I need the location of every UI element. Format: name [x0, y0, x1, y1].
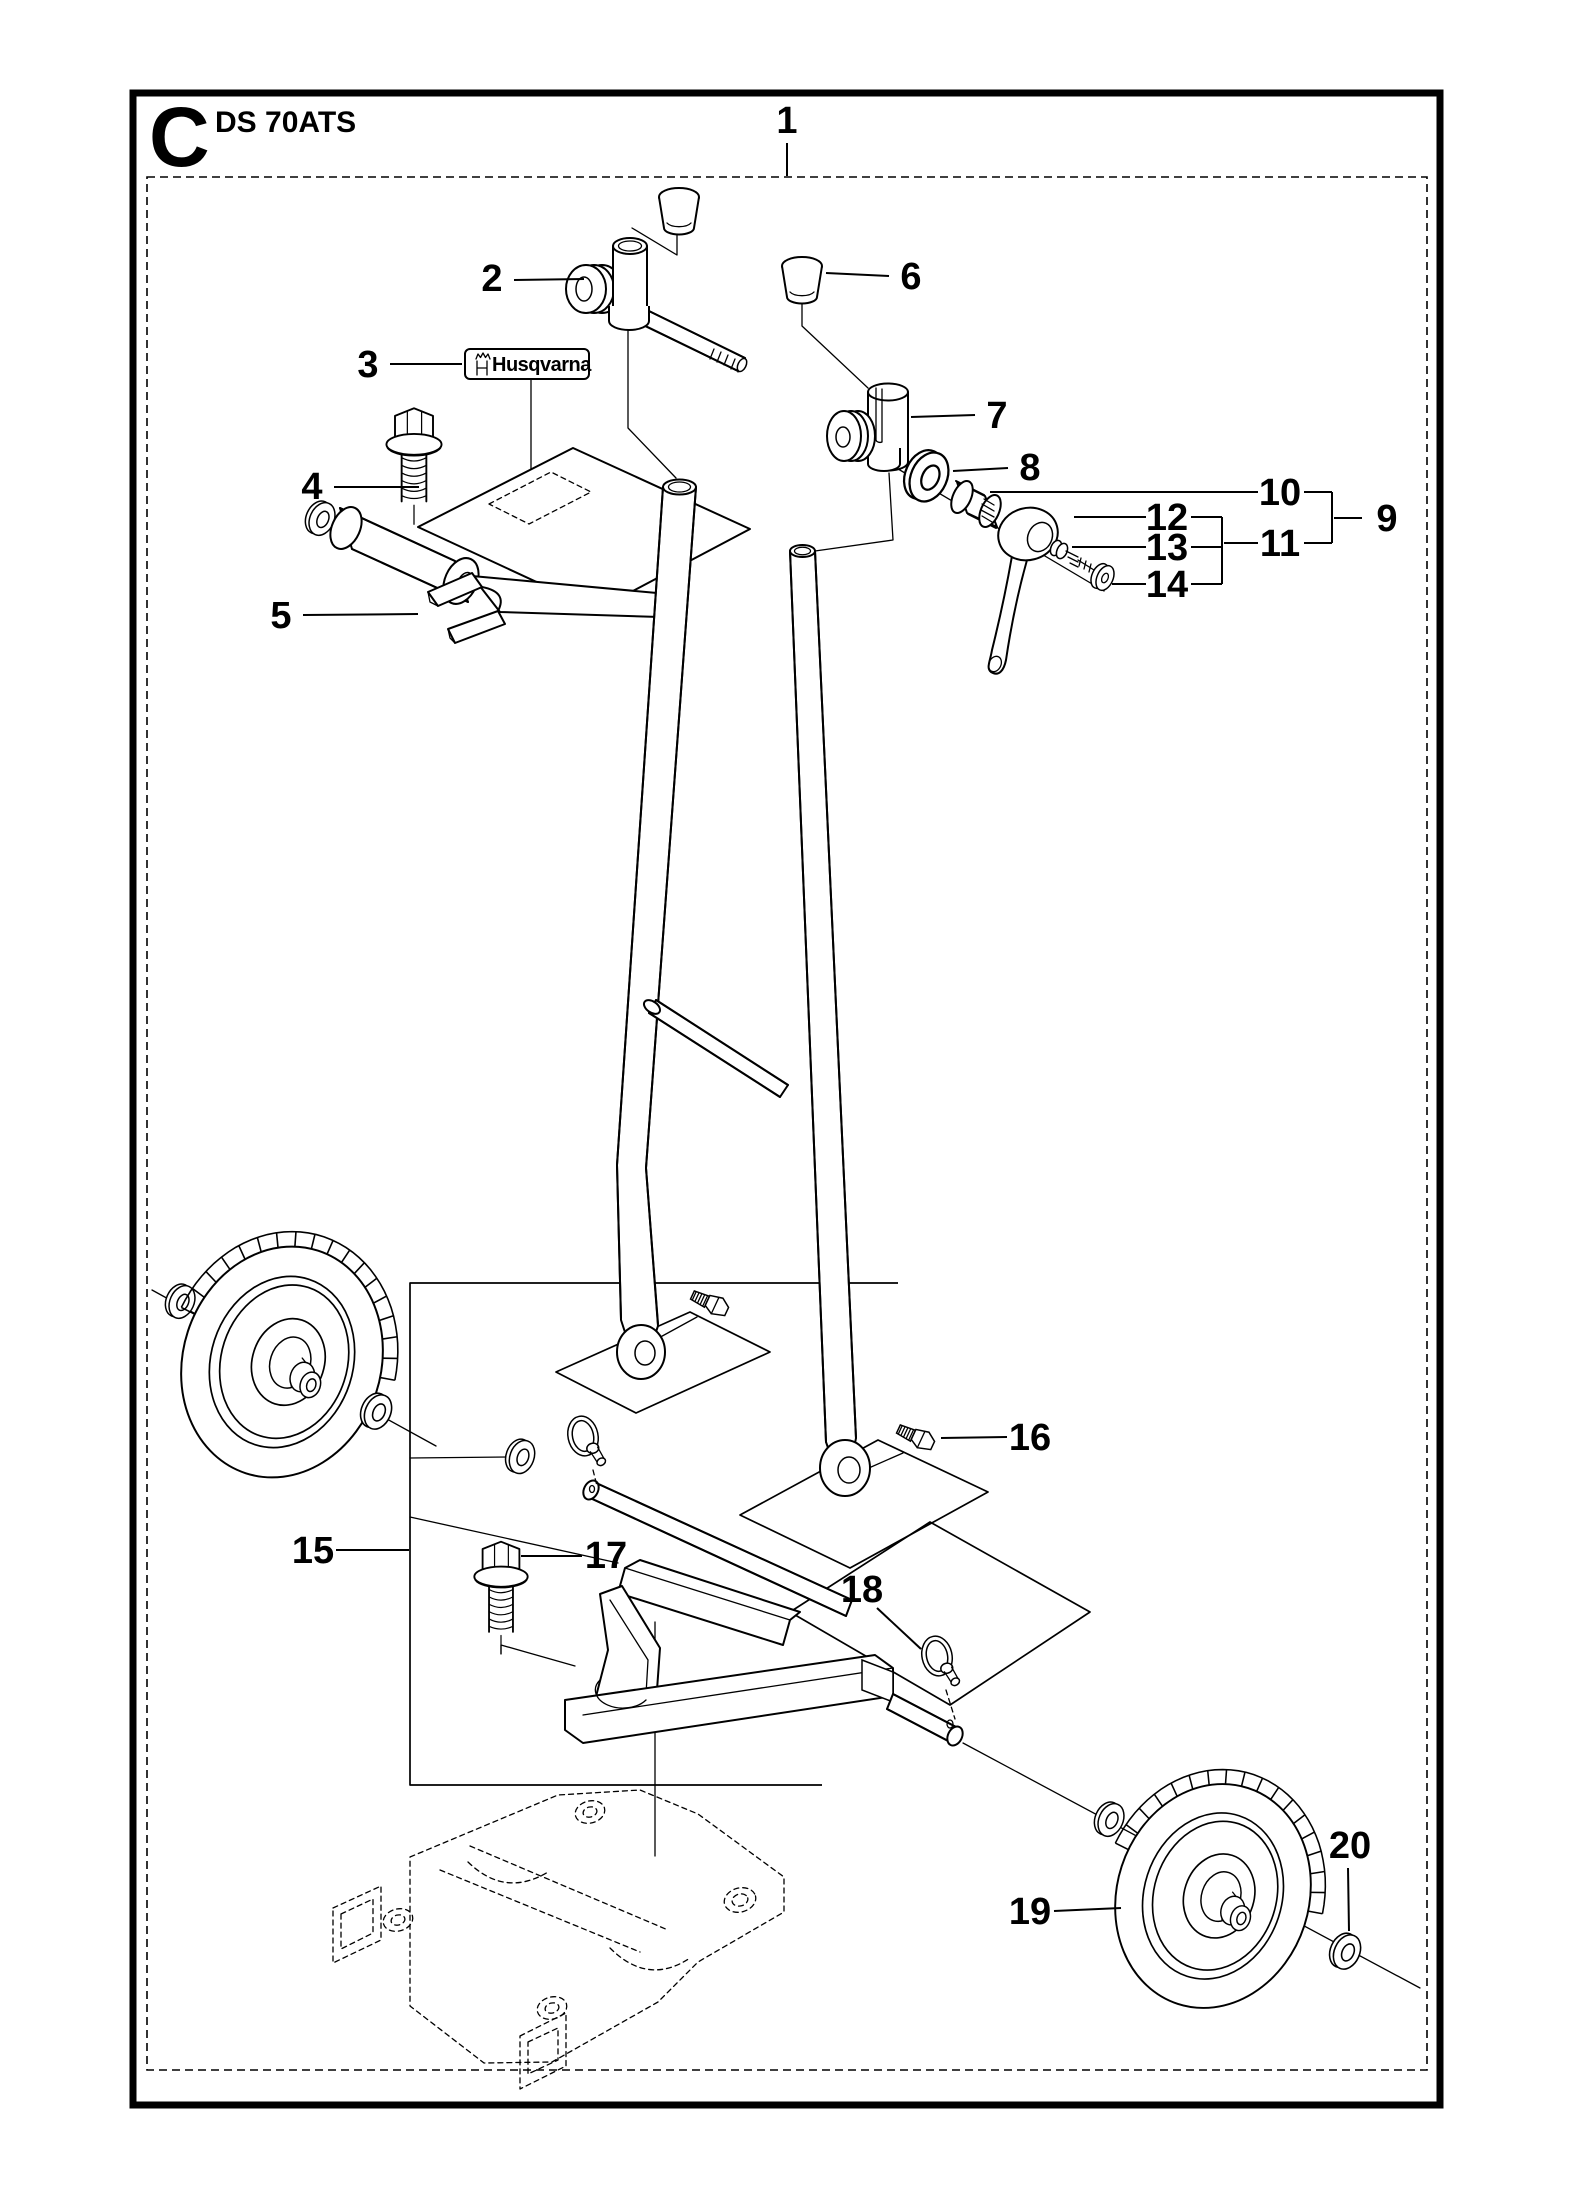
callout-2: 2 [481, 258, 503, 300]
ring-pin-18 [918, 1633, 961, 1719]
callout-18: 18 [840, 1569, 884, 1611]
base-plate-phantom [333, 1790, 784, 2089]
callout-4: 4 [301, 466, 323, 508]
leader-19 [1054, 1908, 1121, 1911]
callout-9: 9 [1376, 498, 1398, 540]
model-title: DS 70ATS [215, 106, 357, 139]
callout-11: 11 [1259, 523, 1301, 565]
callout-19: 19 [1008, 1891, 1052, 1933]
leader-7 [911, 415, 975, 417]
leader-18 [877, 1608, 921, 1649]
callout-15: 15 [291, 1530, 335, 1572]
callout-17: 17 [584, 1535, 628, 1577]
leader-8 [953, 468, 1008, 471]
callout-13: 13 [1145, 527, 1189, 569]
lever-screw-14 [1078, 558, 1118, 593]
spring-washer-13 [1066, 551, 1078, 567]
callout-1: 1 [776, 100, 798, 142]
washer-20 [1324, 1929, 1365, 1974]
callout-14: 14 [1145, 564, 1189, 606]
ring-pin-left [564, 1413, 607, 1486]
cross-brace [641, 997, 788, 1097]
callout-10: 10 [1258, 472, 1302, 514]
section-letter: C [149, 90, 210, 184]
bushing-10 [947, 478, 1005, 530]
leader-5 [303, 614, 418, 615]
handle-pivot-tube [609, 238, 649, 330]
callout-5: 5 [270, 595, 292, 637]
clamp-sleeve-7 [827, 384, 908, 472]
callout-20: 20 [1328, 1825, 1372, 1867]
callout-7: 7 [986, 395, 1008, 437]
leader-20 [1348, 1868, 1349, 1931]
callout-3: 3 [357, 344, 379, 386]
wheel-right-19 [1074, 1740, 1357, 2037]
flange-bolt-4 [386, 408, 441, 524]
leader-6 [826, 273, 889, 276]
end-cap-left [659, 188, 699, 235]
callout-12: 12 [1145, 497, 1189, 539]
leader-2 [514, 279, 584, 280]
leg-right [790, 545, 870, 1496]
wheel-left [139, 1202, 431, 1509]
callout-8: 8 [1019, 447, 1041, 489]
bolt-16 [895, 1420, 937, 1453]
husqvarna-decal [465, 349, 592, 379]
washer-right-wheel-inner [1089, 1798, 1128, 1840]
callout-16: 16 [1008, 1417, 1052, 1459]
leader-16 [941, 1437, 1007, 1438]
end-cap-6 [782, 257, 822, 304]
callout-6: 6 [900, 256, 922, 298]
bolt-17 [474, 1542, 527, 1654]
husqvarna-decal-text: Husqvarna [492, 354, 591, 376]
washer-axle-left [501, 1436, 539, 1478]
